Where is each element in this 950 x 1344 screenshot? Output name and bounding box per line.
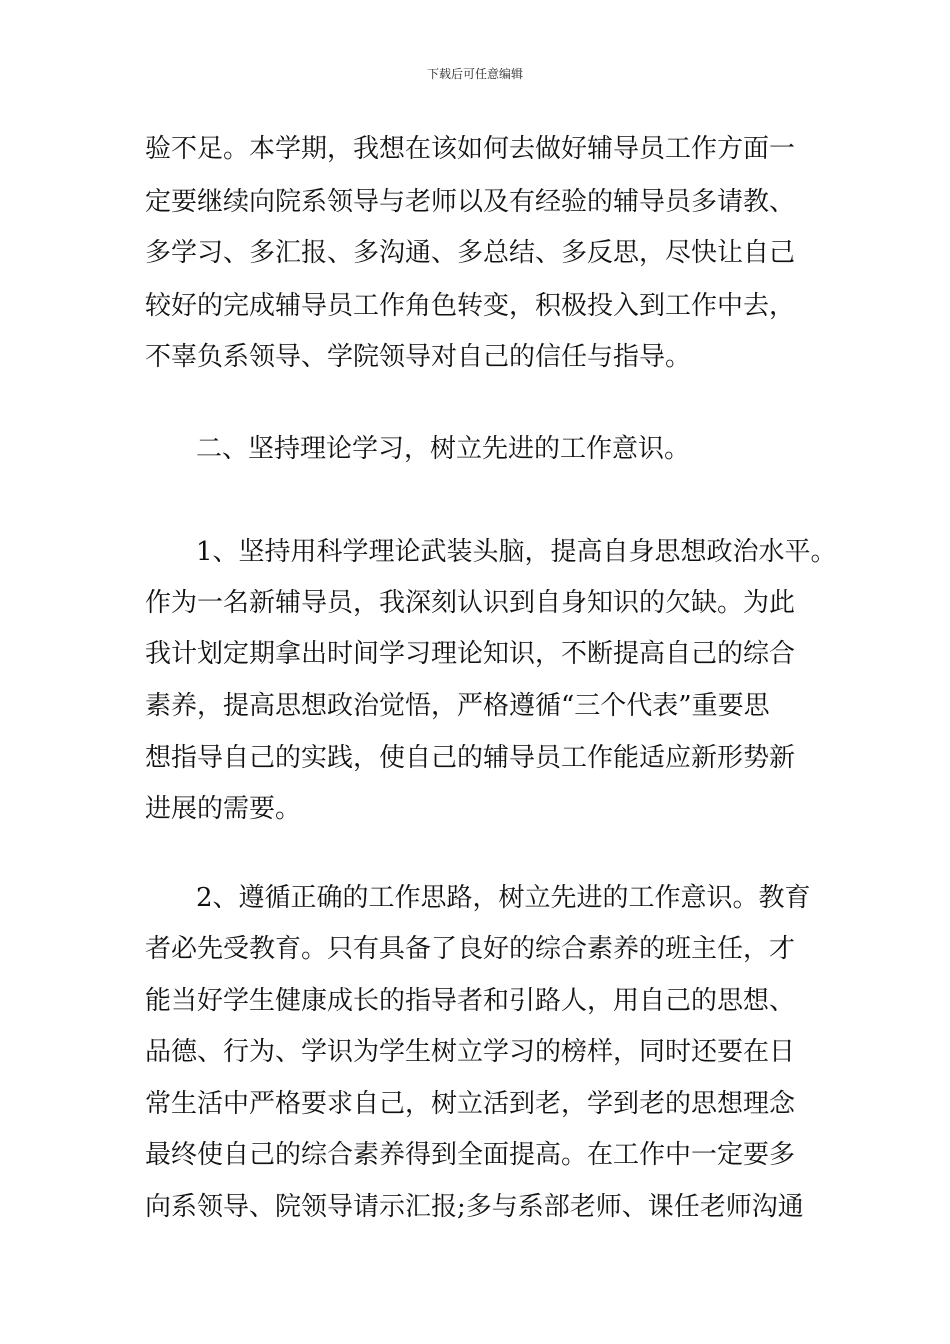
text-line: 我计划定期拿出时间学习理论知识，不断提高自己的综合 <box>145 639 796 669</box>
text-line: 定要继续向院系领导与老师以及有经验的辅导员多请教、 <box>145 187 796 217</box>
text-line: 向系领导、院领导请示汇报;多与系部老师、课任老师沟通 <box>145 1192 804 1222</box>
page-header-note: 下载后可任意编辑 <box>426 67 523 81</box>
text-line: 能当好学生健康成长的指导者和引路人，用自己的思想、 <box>145 986 796 1016</box>
section-heading: 二、坚持理论学习，树立先进的工作意识。 <box>196 434 691 464</box>
text-line: 较好的完成辅导员工作角色转变，积极投入到工作中去， <box>145 291 796 321</box>
paragraph-first-line: 2、遵循正确的工作思路，树立先进的工作意识。教育 <box>196 883 811 913</box>
text-line: 者必先受教育。只有具备了良好的综合素养的班主任，才 <box>145 934 796 964</box>
text-line: 素养，提高思想政治觉悟，严格遵循“三个代表”重要思 <box>145 691 770 721</box>
text-line: 作为一名新辅导员，我深刻认识到自身知识的欠缺。为此 <box>145 588 796 618</box>
text-line: 最终使自己的综合素养得到全面提高。在工作中一定要多 <box>145 1140 796 1170</box>
text-line: 品德、行为、学识为学生树立学习的榜样，同时还要在日 <box>145 1037 796 1067</box>
text-line: 进展的需要。 <box>145 794 302 824</box>
text-line: 常生活中严格要求自己，树立活到老，学到老的思想理念 <box>145 1089 796 1119</box>
text-line: 想指导自己的实践，使自己的辅导员工作能适应新形势新 <box>145 743 796 773</box>
paragraph-first-line: 1、坚持用科学理论武装头脑，提高自身思想政治水平。 <box>196 537 837 567</box>
text-line: 多学习、多汇报、多沟通、多总结、多反思，尽快让自己 <box>145 238 796 268</box>
text-line: 不辜负系领导、学院领导对自己的信任与指导。 <box>145 342 692 372</box>
text-line: 验不足。本学期，我想在该如何去做好辅导员工作方面一 <box>145 134 796 164</box>
